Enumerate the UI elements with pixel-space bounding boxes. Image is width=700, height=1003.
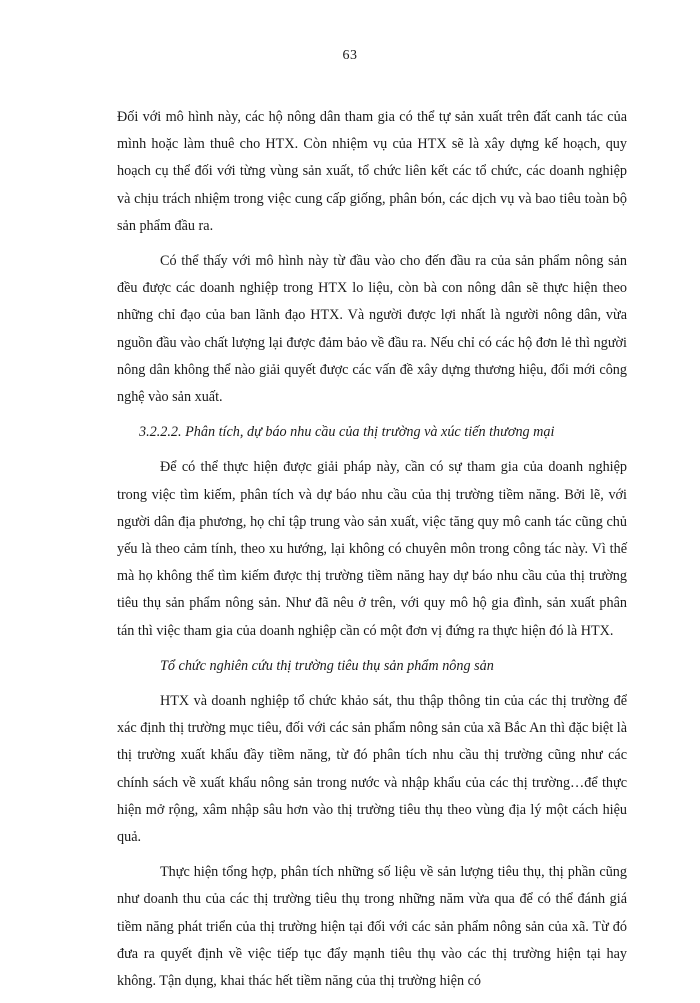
section-heading: 3.2.2.2. Phân tích, dự báo nhu cầu của thị trường và xúc tiến thương mại <box>139 424 555 441</box>
paragraph-model-description: Đối với mô hình này, các hộ nông dân tham gia có thể tự sản xuất trên đất canh tác của mình hoặc làm thuê cho HTX. Còn nhiệm vụ của HTX sẽ là xây dựng kế hoạch, quy hoạch cụ thể đối với từng vùng sản xuất, tổ chức liên kết các tổ chức, các doanh nghiệp và chịu trách nhiệm trong việc cung cấp giống, phân bón, các dịch vụ và bao tiêu toàn bộ sản phẩm đầu ra. <box>117 109 627 234</box>
paragraph-market-survey: HTX và doanh nghiệp tổ chức khảo sát, thu thập thông tin của các thị trường để xác định thị trường mục tiêu, đối với các sản phẩm nông sản của xã Bắc An thì đặc biệt là thị trường xuất khẩu đầy tiềm năng, từ đó phân tích nhu cầu thị trường cũng như các chính sách về xuất khẩu nông sản trong nước và nhập khẩu của các thị trường…để thực hiện mở rộng, xâm nhập sâu hơn vào thị trường tiêu thụ theo vùng địa lý một cách hiệu quả. <box>117 693 627 846</box>
subsection-heading: Tổ chức nghiên cứu thị trường tiêu thụ sản phẩm nông sản <box>160 657 494 674</box>
page-number: 63 <box>342 48 358 63</box>
paragraph-data-analysis: Thực hiện tổng hợp, phân tích những số liệu về sản lượng tiêu thụ, thị phần cũng như doanh thu của các thị trường tiêu thụ trong những năm vừa qua để có thể đánh giá tiềm năng phát triển của thị trường hiện tại đối với các sản phẩm nông sản của xã. Từ đó đưa ra quyết định về việc tiếp tục đẩy mạnh tiêu thụ vào các thị trường hiện tại hay không. Tận dụng, khai thác hết tiềm năng của thị trường hiện có <box>117 864 627 990</box>
page-body <box>117 104 627 1003</box>
paragraph-market-analysis: Để có thể thực hiện được giải pháp này, cần có sự tham gia của doanh nghiệp trong việc tìm kiếm, phân tích và dự báo nhu cầu của thị trường tiềm năng. Bởi lẽ, với người dân địa phương, họ chỉ tập trung vào sản xuất, việc tăng quy mô canh tác cũng chủ yếu là theo cảm tính, theo xu hướng, lại không có chuyên môn trong công tác này. Vì thế mà họ không thể tìm kiếm được thị trường tiềm năng hay dự báo nhu cầu của thị trường tiêu thụ sản phẩm nông sản. Như đã nêu ở trên, với quy mô hộ gia đình, sản xuất phân tán thì việc tham gia của doanh nghiệp cần có một đơn vị đứng ra thực hiện đó là HTX. <box>117 459 627 639</box>
paragraph-model-benefits: Có thể thấy với mô hình này từ đầu vào cho đến đầu ra của sản phẩm nông sản đều được các doanh nghiệp trong HTX lo liệu, còn bà con nông dân sẽ thực hiện theo những chỉ đạo của ban lãnh đạo HTX. Và người được lợi nhất là người nông dân, vừa nguồn đầu vào chất lượng lại được đảm bảo về đầu ra. Nếu chỉ có các hộ đơn lẻ thì người nông dân không thể nào giải quyết được các vấn đề xây dựng thương hiệu, đổi mới công nghệ vào sản xuất. <box>117 253 627 406</box>
